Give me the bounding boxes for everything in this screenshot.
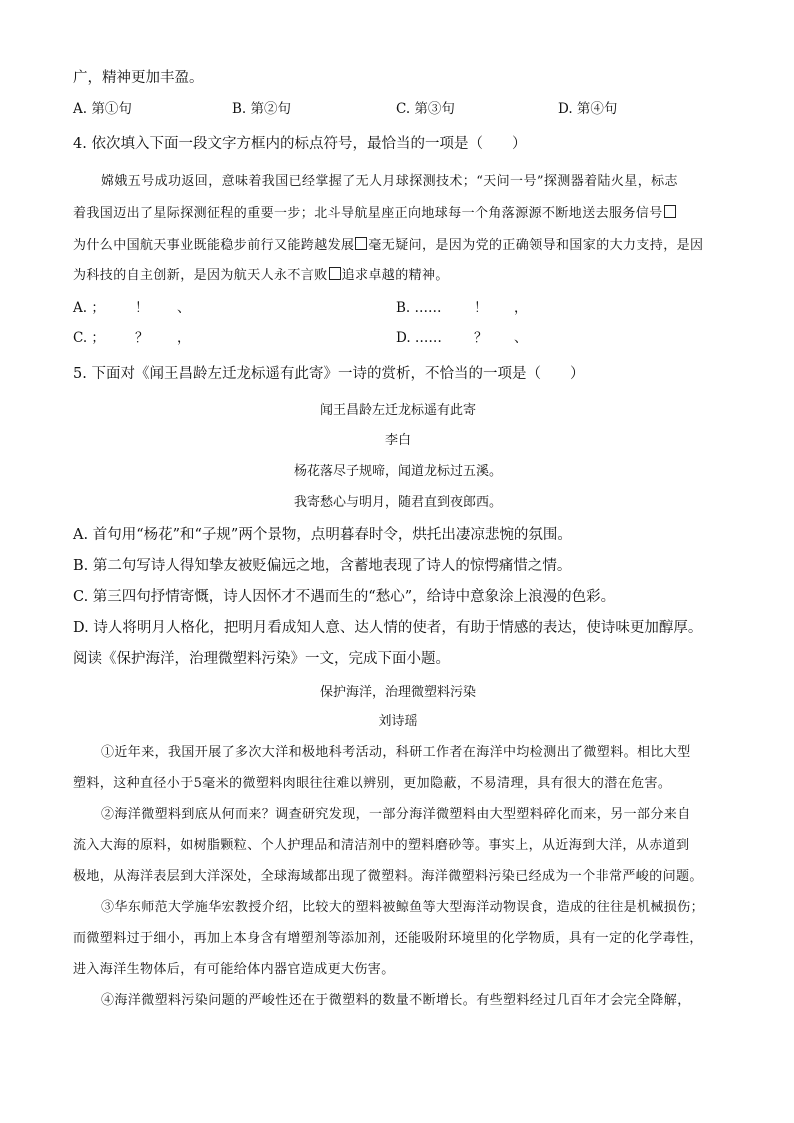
q3-option-d: D. 第④句 [558, 101, 618, 117]
q3-option-b: B. 第②句 [232, 101, 292, 117]
q4-option-c-label: C. ； [73, 330, 105, 346]
reading-intro: 阅读《保护海洋，治理微塑料污染》一文，完成下面小题。 [73, 651, 450, 667]
article-line-9: ④海洋微塑料污染问题的严峻性还在于微塑料的数量不断增长。有些塑料经过几百年才会完全降解， [101, 993, 691, 1008]
q4-passage-line-3a: 为什么中国航天事业既能稳步前行又能跨越发展 [73, 238, 355, 253]
q4-option-b-mark-3: ， [514, 300, 528, 316]
q4-option-a [73, 298, 191, 318]
q5-option-d: D. 诗人将明月人格化，把明月看成知人意、达人情的使者，有助于情感的表达，使诗味更加醇厚。 [73, 620, 703, 636]
poem-title: 闻王昌龄左迁龙标遥有此寄 [319, 403, 476, 418]
q4-option-b [396, 298, 528, 318]
article-title: 保护海洋，治理微塑料污染 [319, 685, 476, 700]
article-line-6: ③华东师范大学施华宏教授介绍，比较大的塑料被鲸鱼等大型海洋动物误食，造成的往往是机械损伤； [101, 900, 705, 915]
q4-passage-line-1: 嫦娥五号成功返回，意味着我国已经掌握了无人月球探测技术；“天问一号”探测器着陆火星，标志 [101, 174, 678, 189]
article-author: 刘诗瑶 [378, 714, 418, 729]
q5-stem: 5. 下面对《闻王昌龄左迁龙标遥有此寄》一诗的赏析，不恰当的一项是（ ） [73, 366, 585, 382]
article-line-3: ②海洋微塑料到底从何而来？调查研究发现，一部分海洋微塑料由大型塑料碎化而来，另一部分来自 [101, 807, 691, 822]
article-line-8: 进入海洋生物体后，有可能给体内器官造成更大伤害。 [73, 962, 395, 977]
q3-option-a: A. 第①句 [73, 101, 132, 117]
q4-option-a-mark-2: ！ [135, 300, 149, 316]
poem-line-2: 我寄愁心与明月，随君直到夜郎西。 [293, 495, 502, 510]
q4-option-b-mark-2: ！ [474, 300, 488, 316]
blank-box-2 [355, 237, 367, 250]
q5-option-b: B. 第二句写诗人得知挚友被贬偏远之地，含蓄地表现了诗人的惊愕痛惜之情。 [73, 558, 572, 574]
continued-text: 广，精神更加丰盈。 [73, 70, 204, 86]
blank-box-1 [664, 205, 676, 218]
article-line-5: 极地，从海洋表层到大洋深处，全球海域都出现了微塑料。海洋微塑料污染已经成为一个非常严峻的问题。 [73, 869, 703, 884]
q4-option-d [396, 328, 528, 348]
q4-option-a-mark-3: 、 [177, 300, 191, 316]
q4-passage-line-2-text: 着我国迈出了星际探测征程的重要一步；北斗导航星座正向地球每一个角落源源不断地送去服务信号 [73, 206, 663, 221]
q4-stem: 4. 依次填入下面一段文字方框内的标点符号，最恰当的一项是（ ） [73, 136, 527, 152]
q5-option-a: A. 首句用“杨花”和“子规”两个景物，点明暮春时令，烘托出凄凉悲惋的氛围。 [73, 527, 572, 543]
poem-line-1: 杨花落尽子规啼，闻道龙标过五溪。 [293, 464, 502, 479]
q4-option-d-mark-2: ？ [474, 330, 488, 346]
q4-option-a-label: A. ； [73, 300, 105, 316]
q4-passage-line-3 [73, 236, 723, 256]
q4-passage-line-3b: 毫无疑问，是因为党的正确领导和国家的大力支持，是因 [368, 238, 704, 253]
blank-box-3 [329, 267, 341, 280]
article-line-4: 流入大海的原料，如树脂颗粒、个人护理品和清洁剂中的塑料磨砂等。事实上，从近海到大洋，从赤道到 [73, 838, 690, 853]
q4-passage-line-4a: 为科技的自主创新，是因为航天人永不言败 [73, 268, 328, 283]
q3-option-c: C. 第③句 [396, 101, 455, 117]
q4-option-d-label: D. …… [396, 330, 442, 346]
q4-option-c-mark-3: ， [177, 330, 191, 346]
q4-option-b-label: B. …… [396, 300, 442, 316]
q4-option-c-mark-2: ？ [135, 330, 149, 346]
article-line-7: 而微塑料过于细小，再加上本身含有增塑剂等添加剂，还能吸附环境里的化学物质，具有一定的化学毒性， [73, 931, 703, 946]
q5-option-c: C. 第三四句抒情寄慨，诗人因怀才不遇而生的“愁心”，给诗中意象涂上浪漫的色彩。 [73, 589, 616, 605]
article-line-1: ①近年来，我国开展了多次大洋和极地科考活动，科研工作者在海洋中均检测出了微塑料。相比大型 [101, 745, 691, 760]
q4-option-d-mark-3: 、 [514, 330, 528, 346]
q4-passage-line-2 [73, 204, 723, 224]
q4-passage-line-4b: 追求卓越的精神。 [341, 268, 449, 283]
poem-author: 李白 [384, 433, 411, 448]
article-line-2: 塑料，这种直径小于5毫米的微塑料肉眼往往难以辨别，更加隐蔽，不易清理，具有很大的潜在危害。 [73, 776, 672, 791]
q4-passage-line-4 [73, 266, 723, 286]
q4-option-c [73, 328, 191, 348]
